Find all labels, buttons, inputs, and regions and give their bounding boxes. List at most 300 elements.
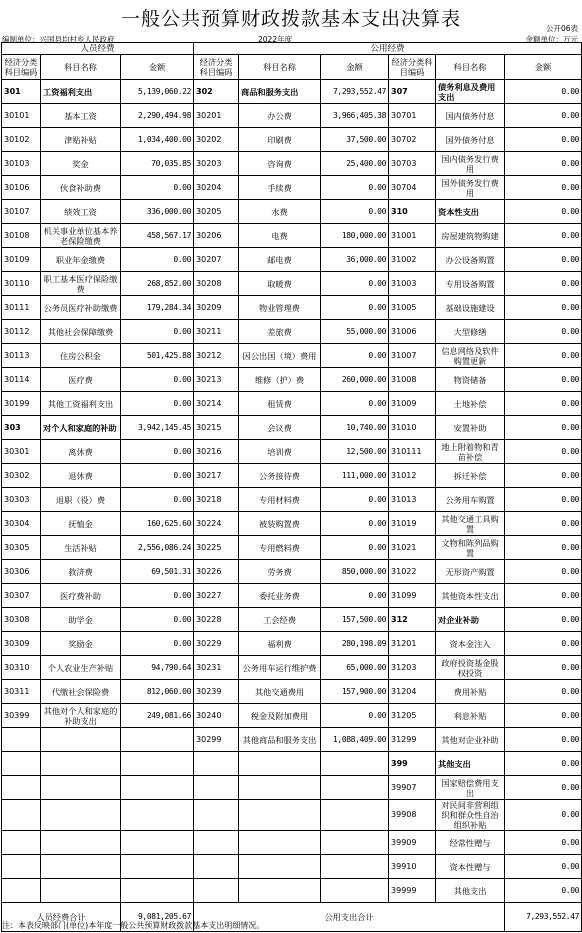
personnel-amount-cell: 0.00 <box>121 608 194 632</box>
public-item-cell: 费用补贴 <box>436 680 505 704</box>
public-amount-cell: 0.00 <box>321 296 389 320</box>
personnel-amount-cell: 179,284.34 <box>121 296 194 320</box>
public-amount-cell: 0.00 <box>505 831 582 855</box>
personnel-item-cell: 基本工资 <box>41 104 121 128</box>
public-item-cell: 无形资产购置 <box>436 560 505 584</box>
personnel-amount-cell: 501,425.88 <box>121 344 194 368</box>
public-item-cell: 国外债务付息 <box>436 128 505 152</box>
table-row <box>2 440 582 464</box>
public-item-cell: 手续费 <box>239 176 321 200</box>
personnel-item-cell: 医疗费补助 <box>41 584 121 608</box>
personnel-amount-cell: 94,790.64 <box>121 656 194 680</box>
public-item-cell: 培训费 <box>239 440 321 464</box>
personnel-code-cell: 30302 <box>2 464 41 488</box>
public-code-cell: 39999 <box>389 879 436 903</box>
public-amount-cell <box>321 831 389 855</box>
public-item-cell: 租赁费 <box>239 392 321 416</box>
personnel-code-cell: 30306 <box>2 560 41 584</box>
public-amount-cell: 0.00 <box>321 704 389 728</box>
public-amount-cell <box>321 800 389 831</box>
public-amount-cell: 0.00 <box>321 584 389 608</box>
public-code-cell <box>194 752 239 776</box>
public-amount-cell: 0.00 <box>505 104 582 128</box>
public-amount-cell: 0.00 <box>505 80 582 104</box>
public-amount-cell: 0.00 <box>505 728 582 752</box>
public-item-cell: 办公费 <box>239 104 321 128</box>
column-header: 金额 <box>321 55 389 80</box>
public-amount-cell: 0.00 <box>505 656 582 680</box>
public-item-cell: 差旅费 <box>239 320 321 344</box>
public-amount-cell: 0.00 <box>505 800 582 831</box>
public-amount-cell: 850,000.00 <box>321 560 389 584</box>
public-code-cell: 31021 <box>389 536 436 560</box>
public-code-cell: 30205 <box>194 200 239 224</box>
public-item-cell <box>239 879 321 903</box>
personnel-code-cell: 30307 <box>2 584 41 608</box>
public-amount-cell: 0.00 <box>505 176 582 200</box>
table-row <box>2 560 582 584</box>
public-code-cell: 31010 <box>389 416 436 440</box>
public-amount-cell: 0.00 <box>505 320 582 344</box>
public-item-cell <box>239 776 321 800</box>
public-amount-cell: 1,088,409.00 <box>321 728 389 752</box>
public-code-cell: 31205 <box>389 704 436 728</box>
public-code-cell: 30216 <box>194 440 239 464</box>
personnel-item-cell: 机关事业单位基本养老保险缴费 <box>41 224 121 248</box>
personnel-amount-cell: 5,139,060.22 <box>121 80 194 104</box>
personnel-item-cell: 代缴社会保险费 <box>41 680 121 704</box>
public-item-cell: 对民间非营利组织和群众性自治组织补贴 <box>436 800 505 831</box>
personnel-code-cell: 30199 <box>2 392 41 416</box>
table-footnote: 注：本表反映部门(单位)本年度一般公共预算财政拨款基本支出明细情况。 <box>2 921 265 930</box>
public-item-cell <box>239 752 321 776</box>
table-row <box>2 80 582 104</box>
column-header: 经济分类科目编码 <box>389 55 436 80</box>
personnel-item-cell: 生活补贴 <box>41 536 121 560</box>
public-code-cell: 30208 <box>194 272 239 296</box>
public-code-cell: 30224 <box>194 512 239 536</box>
public-item-cell: 国家赔偿费用支出 <box>436 776 505 800</box>
public-amount-cell: 0.00 <box>321 200 389 224</box>
personnel-code-cell: 30101 <box>2 104 41 128</box>
personnel-code-cell: 30305 <box>2 536 41 560</box>
personnel-amount-cell <box>121 776 194 800</box>
personnel-amount-cell: 812,060.00 <box>121 680 194 704</box>
public-item-cell: 被装购置费 <box>239 512 321 536</box>
public-amount-cell: 0.00 <box>505 416 582 440</box>
personnel-code-cell: 30102 <box>2 128 41 152</box>
public-code-cell: 30702 <box>389 128 436 152</box>
public-item-cell: 维修（护）费 <box>239 368 321 392</box>
public-code-cell: 30299 <box>194 728 239 752</box>
public-item-cell: 地上附着物和青苗补偿 <box>436 440 505 464</box>
personnel-item-cell: 医疗费 <box>41 368 121 392</box>
public-amount-cell: 111,000.00 <box>321 464 389 488</box>
public-code-cell: 31022 <box>389 560 436 584</box>
table-row <box>2 344 582 368</box>
table-row <box>2 104 582 128</box>
public-amount-cell: 0.00 <box>505 368 582 392</box>
public-amount-cell: 25,400.00 <box>321 152 389 176</box>
public-item-cell: 资本性赠与 <box>436 855 505 879</box>
personnel-item-cell: 退休费 <box>41 464 121 488</box>
public-item-cell: 其他支出 <box>436 879 505 903</box>
personnel-item-cell <box>41 800 121 831</box>
personnel-code-cell <box>2 776 41 800</box>
public-code-cell: 31007 <box>389 344 436 368</box>
public-code-cell: 31003 <box>389 272 436 296</box>
public-code-cell: 31203 <box>389 656 436 680</box>
table-row <box>2 879 582 903</box>
public-item-cell: 经常性赠与 <box>436 831 505 855</box>
personnel-amount-cell <box>121 879 194 903</box>
public-code-cell: 30703 <box>389 152 436 176</box>
public-item-cell: 房屋建筑物购建 <box>436 224 505 248</box>
public-amount-cell: 37,500.00 <box>321 128 389 152</box>
personnel-amount-cell: 2,556,086.24 <box>121 536 194 560</box>
public-code-cell: 31099 <box>389 584 436 608</box>
personnel-item-cell <box>41 879 121 903</box>
personnel-amount-cell <box>121 855 194 879</box>
public-total-value: 7,293,552.47 <box>505 903 582 932</box>
public-code-cell: 30201 <box>194 104 239 128</box>
public-amount-cell: 7,293,552.47 <box>321 80 389 104</box>
column-header: 金额 <box>121 55 194 80</box>
column-header-row <box>2 55 582 80</box>
public-amount-cell: 0.00 <box>505 584 582 608</box>
personnel-item-cell: 其他工资福利支出 <box>41 392 121 416</box>
table-row <box>2 464 582 488</box>
table-row <box>2 200 582 224</box>
column-header: 科目名称 <box>41 55 121 80</box>
public-code-cell: 30203 <box>194 152 239 176</box>
public-item-cell: 邮电费 <box>239 248 321 272</box>
column-header: 科目名称 <box>436 55 505 80</box>
personnel-item-cell: 个人农业生产补贴 <box>41 656 121 680</box>
public-code-cell: 30218 <box>194 488 239 512</box>
column-header: 科目名称 <box>239 55 321 80</box>
public-code-cell: 39908 <box>389 800 436 831</box>
public-code-cell: 30207 <box>194 248 239 272</box>
public-amount-cell: 0.00 <box>505 632 582 656</box>
table-row <box>2 176 582 200</box>
personnel-amount-cell: 0.00 <box>121 392 194 416</box>
public-code-cell: 39910 <box>389 855 436 879</box>
personnel-code-cell: 30113 <box>2 344 41 368</box>
public-item-cell: 公务用车运行维护费 <box>239 656 321 680</box>
public-item-cell <box>239 800 321 831</box>
public-code-cell: 31008 <box>389 368 436 392</box>
table-row <box>2 392 582 416</box>
public-amount-cell: 10,740.00 <box>321 416 389 440</box>
public-item-cell: 其他资本性支出 <box>436 584 505 608</box>
personnel-amount-cell: 2,290,494.98 <box>121 104 194 128</box>
public-item-cell: 资本金注入 <box>436 632 505 656</box>
personnel-code-cell: 30110 <box>2 272 41 296</box>
personnel-amount-cell: 0.00 <box>121 440 194 464</box>
personnel-amount-cell: 249,081.66 <box>121 704 194 728</box>
public-item-cell: 电费 <box>239 224 321 248</box>
personnel-code-cell: 30310 <box>2 656 41 680</box>
public-item-cell: 债务利息及费用支出 <box>436 80 505 104</box>
public-amount-cell: 65,000.00 <box>321 656 389 680</box>
public-code-cell: 30211 <box>194 320 239 344</box>
table-row <box>2 152 582 176</box>
fiscal-year: 2022年度 <box>258 35 293 44</box>
public-item-cell: 办公设备购置 <box>436 248 505 272</box>
public-code-cell: 31013 <box>389 488 436 512</box>
public-amount-cell: 0.00 <box>505 704 582 728</box>
personnel-amount-cell: 70,035.85 <box>121 152 194 176</box>
personnel-item-cell: 其他社会保障缴费 <box>41 320 121 344</box>
public-amount-cell: 0.00 <box>321 488 389 512</box>
public-code-cell: 30229 <box>194 632 239 656</box>
personnel-item-cell: 其他对个人和家庭的补助支出 <box>41 704 121 728</box>
public-code-cell: 310111 <box>389 440 436 464</box>
public-amount-cell: 0.00 <box>505 296 582 320</box>
personnel-item-cell: 救济费 <box>41 560 121 584</box>
public-code-cell <box>194 831 239 855</box>
public-code-cell: 30240 <box>194 704 239 728</box>
public-item-cell: 国内债务付息 <box>436 104 505 128</box>
public-item-cell: 利息补贴 <box>436 704 505 728</box>
public-item-cell: 土地补偿 <box>436 392 505 416</box>
public-code-cell: 31002 <box>389 248 436 272</box>
table-row <box>2 680 582 704</box>
public-amount-cell: 0.00 <box>505 752 582 776</box>
public-amount-cell: 0.00 <box>505 128 582 152</box>
public-amount-cell: 0.00 <box>505 560 582 584</box>
public-code-cell <box>194 855 239 879</box>
public-item-cell: 大型修缮 <box>436 320 505 344</box>
personnel-amount-cell: 160,625.60 <box>121 512 194 536</box>
personnel-item-cell: 抚恤金 <box>41 512 121 536</box>
personnel-code-cell: 30106 <box>2 176 41 200</box>
personnel-item-cell <box>41 776 121 800</box>
public-amount-cell: 0.00 <box>505 536 582 560</box>
public-code-cell <box>194 800 239 831</box>
public-amount-cell: 0.00 <box>505 512 582 536</box>
public-amount-cell: 0.00 <box>321 536 389 560</box>
public-code-cell: 30227 <box>194 584 239 608</box>
personnel-item-cell: 绩效工资 <box>41 200 121 224</box>
table-row <box>2 855 582 879</box>
public-amount-cell: 0.00 <box>321 344 389 368</box>
column-header: 经济分类科目编码 <box>194 55 239 80</box>
public-item-cell: 物资储备 <box>436 368 505 392</box>
personnel-amount-cell: 3,942,145.45 <box>121 416 194 440</box>
public-code-cell: 30228 <box>194 608 239 632</box>
personnel-amount-cell <box>121 800 194 831</box>
public-item-cell: 国外债务发行费用 <box>436 176 505 200</box>
personnel-amount-cell: 0.00 <box>121 584 194 608</box>
column-header: 经济分类科目编码 <box>2 55 41 80</box>
table-row <box>2 776 582 800</box>
personnel-code-cell: 30108 <box>2 224 41 248</box>
public-item-cell: 拆迁补偿 <box>436 464 505 488</box>
personnel-total-value: 9,081,205.67 <box>121 903 194 932</box>
public-code-cell: 30213 <box>194 368 239 392</box>
public-group-header: 公用经费 <box>194 43 582 55</box>
personnel-item-cell: 津贴补贴 <box>41 128 121 152</box>
public-amount-cell: 0.00 <box>505 879 582 903</box>
table-row <box>2 368 582 392</box>
table-row <box>2 512 582 536</box>
personnel-item-cell <box>41 855 121 879</box>
public-amount-cell: 0.00 <box>505 392 582 416</box>
public-item-cell: 对企业补助 <box>436 608 505 632</box>
public-amount-cell: 0.00 <box>505 488 582 512</box>
personnel-code-cell: 30399 <box>2 704 41 728</box>
table-row <box>2 584 582 608</box>
table-row <box>2 320 582 344</box>
public-amount-cell <box>321 752 389 776</box>
personnel-item-cell <box>41 728 121 752</box>
personnel-amount-cell: 0.00 <box>121 248 194 272</box>
personnel-item-cell: 伙食补助费 <box>41 176 121 200</box>
public-code-cell: 30231 <box>194 656 239 680</box>
public-amount-cell: 0.00 <box>321 392 389 416</box>
public-code-cell: 31204 <box>389 680 436 704</box>
public-code-cell: 31019 <box>389 512 436 536</box>
public-item-cell: 商品和服务支出 <box>239 80 321 104</box>
table-row <box>2 128 582 152</box>
personnel-amount-cell <box>121 752 194 776</box>
public-item-cell: 信息网络及软件购置更新 <box>436 344 505 368</box>
personnel-item-cell: 职工基本医疗保险缴费 <box>41 272 121 296</box>
personnel-item-cell: 职业年金缴费 <box>41 248 121 272</box>
personnel-code-cell: 30114 <box>2 368 41 392</box>
public-total-label: 公用支出合计 <box>194 903 505 932</box>
personnel-amount-cell <box>121 728 194 752</box>
public-code-cell: 31012 <box>389 464 436 488</box>
table-row <box>2 704 582 728</box>
public-item-cell: 资本性支出 <box>436 200 505 224</box>
public-item-cell: 印刷费 <box>239 128 321 152</box>
public-code-cell <box>194 776 239 800</box>
personnel-code-cell: 30112 <box>2 320 41 344</box>
report-title: 一般公共预算财政拨款基本支出决算表 <box>120 8 461 30</box>
public-code-cell: 39909 <box>389 831 436 855</box>
public-amount-cell: 0.00 <box>321 512 389 536</box>
public-amount-cell: 55,000.00 <box>321 320 389 344</box>
public-item-cell <box>239 855 321 879</box>
table-row <box>2 831 582 855</box>
public-code-cell: 310 <box>389 200 436 224</box>
public-amount-cell: 36,000.00 <box>321 248 389 272</box>
personnel-code-cell <box>2 855 41 879</box>
public-code-cell: 399 <box>389 752 436 776</box>
table-row <box>2 728 582 752</box>
public-item-cell: 其他对企业补助 <box>436 728 505 752</box>
public-amount-cell: 0.00 <box>505 608 582 632</box>
personnel-amount-cell: 0.00 <box>121 320 194 344</box>
public-code-cell: 31009 <box>389 392 436 416</box>
public-code-cell: 312 <box>389 608 436 632</box>
public-code-cell: 31006 <box>389 320 436 344</box>
public-item-cell: 物业管理费 <box>239 296 321 320</box>
personnel-amount-cell: 268,852.00 <box>121 272 194 296</box>
public-code-cell: 30212 <box>194 344 239 368</box>
public-item-cell: 劳务费 <box>239 560 321 584</box>
public-amount-cell: 0.00 <box>505 776 582 800</box>
table-row <box>2 656 582 680</box>
personnel-code-cell: 30109 <box>2 248 41 272</box>
reporting-unit: 编制单位：兴国县均村乡人民政府 <box>2 35 115 44</box>
personnel-code-cell: 30311 <box>2 680 41 704</box>
public-item-cell: 水费 <box>239 200 321 224</box>
form-number: 公开06表 <box>545 24 578 33</box>
public-item-cell: 其他交通费用 <box>239 680 321 704</box>
personnel-item-cell <box>41 752 121 776</box>
public-amount-cell <box>321 855 389 879</box>
personnel-item-cell: 退职（役）费 <box>41 488 121 512</box>
public-item-cell: 安置补助 <box>436 416 505 440</box>
personnel-amount-cell: 0.00 <box>121 464 194 488</box>
personnel-amount-cell: 458,567.17 <box>121 224 194 248</box>
public-code-cell: 30215 <box>194 416 239 440</box>
public-amount-cell: 12,500.00 <box>321 440 389 464</box>
public-code-cell: 31005 <box>389 296 436 320</box>
public-amount-cell: 180,000.00 <box>321 224 389 248</box>
public-code-cell: 30209 <box>194 296 239 320</box>
personnel-code-cell: 301 <box>2 80 41 104</box>
personnel-code-cell: 30304 <box>2 512 41 536</box>
public-amount-cell: 0.00 <box>505 200 582 224</box>
table-body <box>2 80 582 903</box>
personnel-code-cell <box>2 879 41 903</box>
personnel-item-cell <box>41 831 121 855</box>
public-amount-cell <box>321 776 389 800</box>
personnel-amount-cell: 69,501.31 <box>121 560 194 584</box>
public-code-cell: 30226 <box>194 560 239 584</box>
amount-unit: 金额单位：万元 <box>525 35 578 44</box>
public-item-cell: 基础设施建设 <box>436 296 505 320</box>
public-code-cell: 30202 <box>194 128 239 152</box>
personnel-code-cell: 30309 <box>2 632 41 656</box>
personnel-item-cell: 工资福利支出 <box>41 80 121 104</box>
public-amount-cell: 157,900.00 <box>321 680 389 704</box>
public-item-cell: 因公出国（境）费用 <box>239 344 321 368</box>
public-item-cell: 其他商品和服务支出 <box>239 728 321 752</box>
personnel-amount-cell: 0.00 <box>121 632 194 656</box>
public-item-cell: 其他支出 <box>436 752 505 776</box>
table-row <box>2 224 582 248</box>
public-item-cell: 专用设备购置 <box>436 272 505 296</box>
table-row <box>2 752 582 776</box>
table-row <box>2 536 582 560</box>
table-row <box>2 272 582 296</box>
public-item-cell: 专用材料费 <box>239 488 321 512</box>
personnel-item-cell: 奖金 <box>41 152 121 176</box>
public-amount-cell: 0.00 <box>505 272 582 296</box>
public-item-cell: 税金及附加费用 <box>239 704 321 728</box>
personnel-item-cell: 奖励金 <box>41 632 121 656</box>
personnel-item-cell: 公务员医疗补助缴费 <box>41 296 121 320</box>
public-item-cell: 政府投资基金股权投资 <box>436 656 505 680</box>
table-row <box>2 488 582 512</box>
table-row <box>2 632 582 656</box>
personnel-item-cell: 对个人和家庭的补助 <box>41 416 121 440</box>
personnel-item-cell: 离休费 <box>41 440 121 464</box>
public-amount-cell <box>321 879 389 903</box>
public-code-cell: 31299 <box>389 728 436 752</box>
personnel-code-cell: 303 <box>2 416 41 440</box>
public-item-cell: 取暖费 <box>239 272 321 296</box>
public-item-cell: 工会经费 <box>239 608 321 632</box>
personnel-amount-cell: 0.00 <box>121 488 194 512</box>
public-amount-cell: 0.00 <box>505 248 582 272</box>
